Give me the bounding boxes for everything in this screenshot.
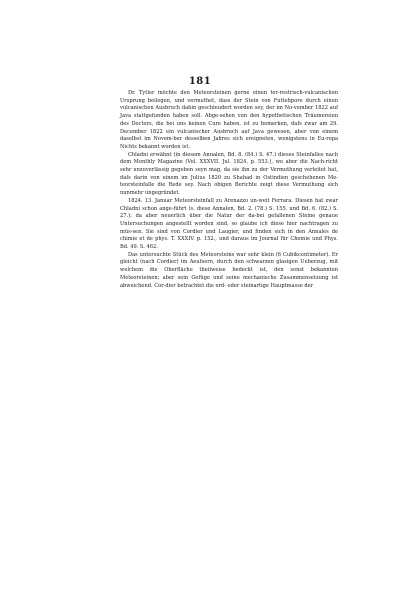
paragraph-1: Dr. Tytler möchte den Meteorsteinen gerne einen ter-restrisch-vulcanischen Ursprung beilegen, und vermuthet, dass der Stein von Futtehpore durch einen vulcanischen Ausbruch dahin geschleudert worden sey, der im No-vember 1822 auf Java stattgefunden haben soll. Abge-sehen von den hypothetischen Träumereien des Doctors, die bei uns keinen Cure haben, ist zu bemerken, dafs zwar am 29. December 1822 ein vulcanischer Ausbruch auf Java gewesen, aber von einem daselbst im Novem-ber desselben Jahres sich ereigneten, wenigstens in Eu-ropa Nichts bekannt worden ist. <box>120 90 338 150</box>
paragraph-2: Chladni erwähnt (in diesem Annalen, Bd. 8. (84.) S. 47.) dieses Steinfalles nach dem Monthly Magazine (Vol. XXXVII. Jul. 1824, p. 553.), wo aber die Nach-richt sehr unzuverlässig gegeben seyn mag, da sie ihn zu der Vermuthung verleitet hat, dafs darin von einem im Julius 1820 zu Shahad in Ostindien geschehenen Me-teorsteinfalle die Rede sey. Nach obigen Berichte zeigt diese Vermuthung sich nunmehr ungegründet. <box>120 151 338 197</box>
body-text <box>120 90 338 290</box>
page-number: 181 <box>188 76 212 87</box>
paragraph-4: Das untersuchte Stück des Meteorsteins war sehr klein (6 Cubikcentimeter). Er gleicht (nach Cordier) im Aeufsern, durch den schwarzen glasigen Ueberzug, mit welchem die Oberfläche theilweise bedeckt ist, den sonst bekannten Meteorsteinen; aber sein Gefüge und seine mechanische Zusammensetzung ist abweichend. Cor-dier betrachtet die erd- oder steinartige Hauptmasse der <box>120 251 338 289</box>
paragraph-3: 1824. 13. Januar Meteorsteinfall zu Arenazzo un-weit Ferrara. Diesen hat zwar Chladni schon ange-führt (s. diese Annalen, Bd. 2. (78.) S. 155. und Bd. 6. (82.) S. 27.); da aber neuerlich über die Natur der da-bei gefallenen Steine genaue Untersuchungen angestellt worden sind, so glaube ich diese hier nachtragen zu müs-sen. Sie sind von Cordier und Laugier, und finden sich in den Annales de chimie et de phys. T. XXXIV. p. 152., und daraus im Journal für Chemie und Phys. Bd. 49. S. 462. <box>120 197 338 251</box>
